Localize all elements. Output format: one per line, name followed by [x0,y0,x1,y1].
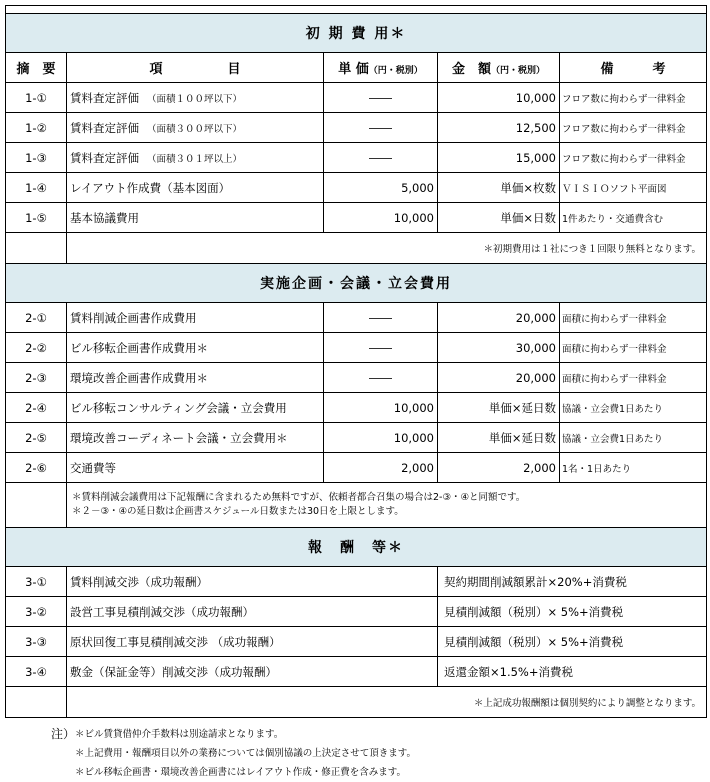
table-row [6,567,707,597]
row-item-name: 賃料査定評価 （面積３００坪以下） [67,113,324,143]
section-header-fees [6,528,707,567]
row-item-name: 交通費等 [67,453,324,483]
row-id: 3-④ [6,657,67,687]
table-row [6,363,707,393]
fee-table [5,5,707,718]
section-title-planning: 実施企画・会議・立会費用 [6,264,707,303]
table-row [6,627,707,657]
row-item-name: ビル移転企画書作成費用＊ [67,333,324,363]
section-note-initial [6,233,707,264]
row-item-name: 賃料査定評価 （面積３０１坪以上） [67,143,324,173]
table-row [6,303,707,333]
row-id: 2-② [6,333,67,363]
row-id: 3-③ [6,627,67,657]
row-item-name: 賃料査定評価 （面積１００坪以下） [67,83,324,113]
section-note-text: ＊上記成功報酬額は個別契約により調整となります。 [67,687,707,718]
table-row [6,333,707,363]
row-formula: 見積削減額（税別）× 5%+消費税 [438,627,707,657]
row-amount: 30,000 [438,333,560,363]
row-remark: 面積に拘わらず一律料金 [560,363,707,393]
row-item-name: 賃料削減企画書作成費用 [67,303,324,333]
row-item-name: 原状回復工事見積削減交渉 （成功報酬） [67,627,438,657]
note-spacer [6,687,67,718]
row-amount: 2,000 [438,453,560,483]
row-amount: 12,500 [438,113,560,143]
row-id: 2-⑤ [6,423,67,453]
row-id: 3-① [6,567,67,597]
row-formula: 見積削減額（税別）× 5%+消費税 [438,597,707,627]
row-item-name: レイアウト作成費（基本図面） [67,173,324,203]
row-unit-price: ―― [324,363,438,393]
row-amount: 単価×日数 [438,203,560,233]
row-remark: 1件あたり・交通費含む [560,203,707,233]
section-header-planning [6,264,707,303]
row-remark: フロア数に拘わらず一律料金 [560,83,707,113]
row-formula: 返還金額×1.5%+消費税 [438,657,707,687]
col-name-header: 項 目 [67,53,324,83]
col-unit-price-header: 単 価（円・税別） [324,53,438,83]
col-remarks-header: 備 考 [560,53,707,83]
table-row [6,423,707,453]
row-unit-price: 10,000 [324,393,438,423]
row-remark: ＶＩＳＩＯソフト平面図 [560,173,707,203]
fee-schedule [5,5,706,778]
row-item-name: 敷金（保証金等）削減交渉（成功報酬） [67,657,438,687]
row-remark: 面積に拘わらず一律料金 [560,303,707,333]
row-id: 1-⑤ [6,203,67,233]
row-remark: 面積に拘わらず一律料金 [560,333,707,363]
row-remark: 1名・1日あたり [560,453,707,483]
row-formula: 契約期間削減額累計×20%+消費税 [438,567,707,597]
row-amount: 単価×延日数 [438,423,560,453]
row-id: 2-④ [6,393,67,423]
section-note-text: ＊賃料削減会議費用は下記報酬に含まれるため無料ですが、依頼者都合召集の場合は2-③・④と同額です。 ＊２－③・④の延日数は企画書スケジュール日数または30日を上限とします。 [67,483,707,528]
row-item-name: 賃料削減交渉（成功報酬） [67,567,438,597]
row-remark: フロア数に拘わらず一律料金 [560,143,707,173]
table-row [6,143,707,173]
section-note-text: ＊初期費用は１社につき１回限り無料となります。 [67,233,707,264]
section-title-initial: 初 期 費 用＊ [6,14,707,53]
table-row [6,597,707,627]
note-spacer [6,483,67,528]
row-id: 1-③ [6,143,67,173]
row-amount: 15,000 [438,143,560,173]
section-note-planning [6,483,707,528]
row-unit-price: 10,000 [324,423,438,453]
table-row [6,453,707,483]
row-amount: 20,000 [438,363,560,393]
row-id: 2-③ [6,363,67,393]
row-item-name: ビル移転コンサルティング会議・立会費用 [67,393,324,423]
table-row [6,173,707,203]
table-row [6,83,707,113]
row-id: 1-④ [6,173,67,203]
footer-note-line: ＊ビル賃貸借仲介手数料は別途請求となります。 [75,729,284,740]
footer-notes [51,725,417,782]
row-id: 2-⑥ [6,453,67,483]
row-amount: 20,000 [438,303,560,333]
row-unit-price: 5,000 [324,173,438,203]
row-unit-price: ―― [324,83,438,113]
table-row [6,203,707,233]
section-title-fees: 報 酬 等＊ [6,528,707,567]
section-header-initial [6,14,707,53]
row-remark: フロア数に拘わらず一律料金 [560,113,707,143]
row-unit-price: 2,000 [324,453,438,483]
section-note-fees [6,687,707,718]
row-item-name: 環境改善コーディネート会議・立会費用＊ [67,423,324,453]
row-id: 1-① [6,83,67,113]
row-unit-price: ―― [324,113,438,143]
table-row [6,113,707,143]
row-amount: 単価×枚数 [438,173,560,203]
row-id: 1-② [6,113,67,143]
row-item-name: 基本協議費用 [67,203,324,233]
col-amount-header: 金 額（円・税別） [438,53,560,83]
note-spacer [6,233,67,264]
row-id: 3-② [6,597,67,627]
row-amount: 単価×延日数 [438,393,560,423]
column-header-row [6,53,707,83]
table-row [6,657,707,687]
row-item-name: 設営工事見積削減交渉（成功報酬） [67,597,438,627]
footer-note-line: ＊上記費用・報酬項目以外の業務については個別協議の上決定させて頂きます。 [75,748,417,759]
footer-note-line: ＊ビル移転企画書・環境改善企画書にはレイアウト作成・修正費を含みます。 [75,767,406,778]
row-id: 2-① [6,303,67,333]
row-amount: 10,000 [438,83,560,113]
row-unit-price: ―― [324,303,438,333]
table-row [6,393,707,423]
row-remark: 協議・立会費1日あたり [560,423,707,453]
row-remark: 協議・立会費1日あたり [560,393,707,423]
row-unit-price: ―― [324,333,438,363]
row-unit-price: ―― [324,143,438,173]
row-unit-price: 10,000 [324,203,438,233]
footer-label: 注） [51,727,76,741]
col-item-header: 摘 要 [6,53,67,83]
row-item-name: 環境改善企画書作成費用＊ [67,363,324,393]
